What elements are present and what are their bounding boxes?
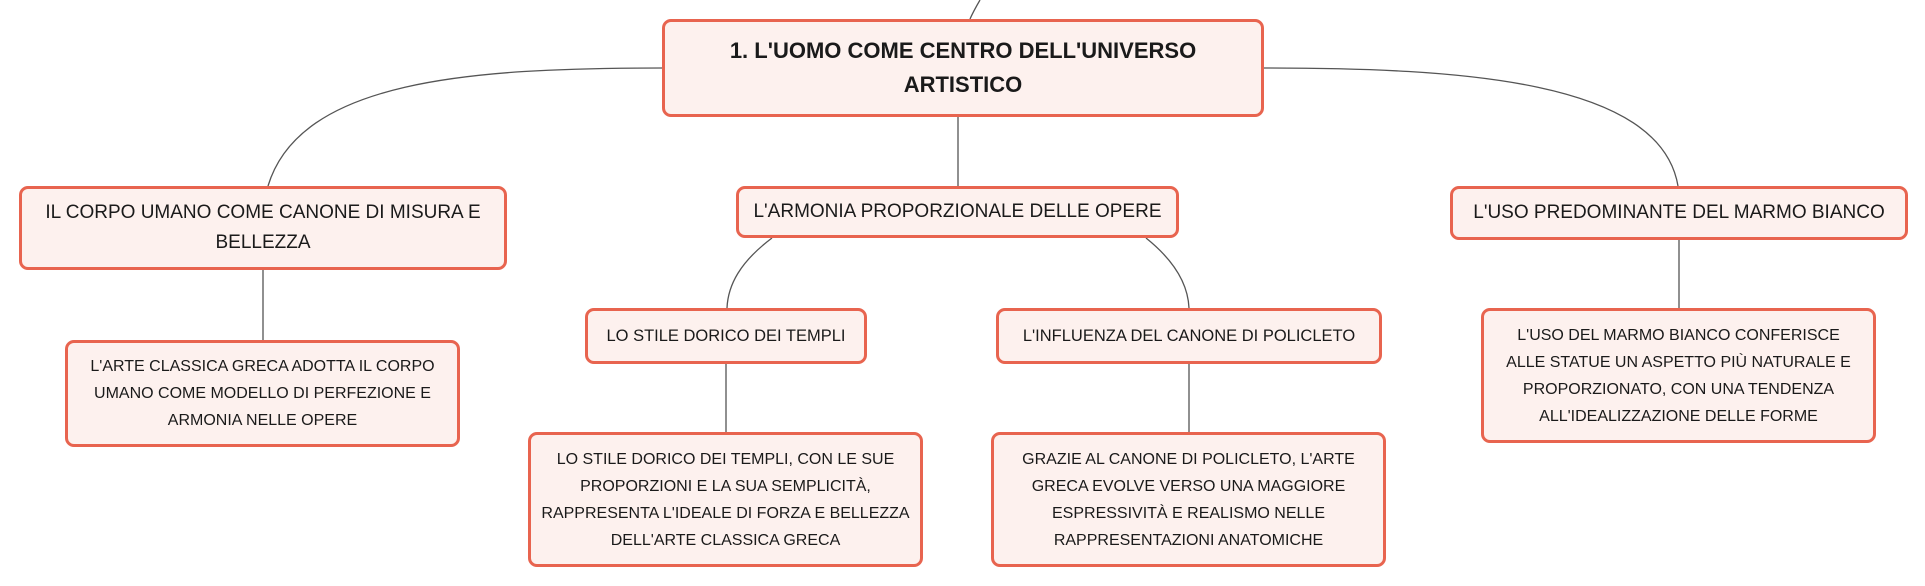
branch-node-corpo-umano[interactable]: IL CORPO UMANO COME CANONE DI MISURA E BELLEZZA: [19, 186, 507, 270]
branch-node-armonia[interactable]: L'ARMONIA PROPORZIONALE DELLE OPERE: [736, 186, 1179, 238]
leaf-node-corpo-umano[interactable]: L'ARTE CLASSICA GRECA ADOTTA IL CORPO UMANO COME MODELLO DI PERFEZIONE E ARMONIA NELLE OPERE: [65, 340, 460, 447]
connector-root-to-branch-3: [1264, 68, 1678, 186]
sub-node-stile-dorico[interactable]: LO STILE DORICO DEI TEMPLI: [585, 308, 867, 364]
connector-root-to-branch-1: [268, 68, 662, 186]
root-node[interactable]: 1. L'UOMO COME CENTRO DELL'UNIVERSO ARTISTICO: [662, 19, 1264, 117]
leaf-node-stile-dorico[interactable]: LO STILE DORICO DEI TEMPLI, CON LE SUE PROPORZIONI E LA SUA SEMPLICITÀ, RAPPRESENTA L'IDEALE DI FORZA E BELLEZZA DELL'ARTE CLASSICA GRECA: [528, 432, 923, 567]
leaf-node-marmo-bianco[interactable]: L'USO DEL MARMO BIANCO CONFERISCE ALLE STATUE UN ASPETTO PIÙ NATURALE E PROPORZIONATO, CON UNA TENDENZA ALL'IDEALIZZAZIONE DELLE FORME: [1481, 308, 1876, 443]
sub-node-canone-policleto[interactable]: L'INFLUENZA DEL CANONE DI POLICLETO: [996, 308, 1382, 364]
connector-branch-2-to-sub-1: [727, 238, 772, 308]
connector-incoming-root: [970, 0, 980, 19]
branch-node-marmo-bianco[interactable]: L'USO PREDOMINANTE DEL MARMO BIANCO: [1450, 186, 1908, 240]
leaf-node-canone-policleto[interactable]: GRAZIE AL CANONE DI POLICLETO, L'ARTE GRECA EVOLVE VERSO UNA MAGGIORE ESPRESSIVITÀ E REALISMO NELLE RAPPRESENTAZIONI ANATOMICHE: [991, 432, 1386, 567]
connector-branch-2-to-sub-2: [1146, 238, 1189, 308]
